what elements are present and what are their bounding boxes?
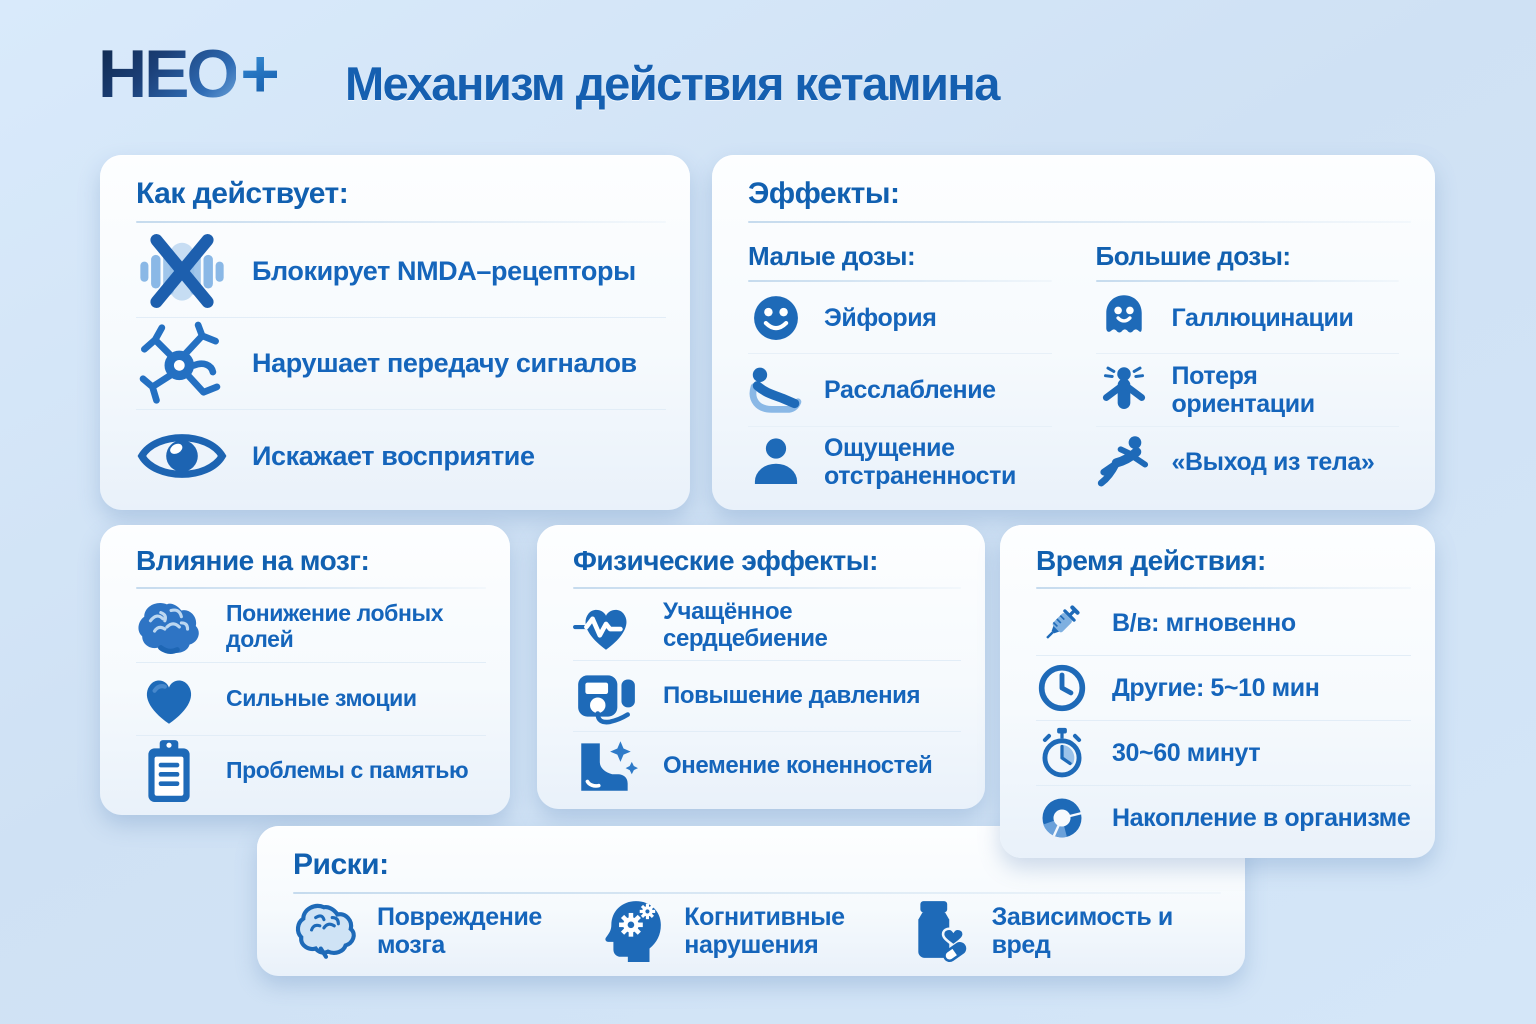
card-physical-rows xyxy=(537,589,985,809)
list-item xyxy=(1036,785,1411,850)
item-label: Блокирует NMDA–рецепторы xyxy=(252,255,636,286)
item-label: 30~60 минут xyxy=(1112,739,1261,767)
list-item xyxy=(748,353,1052,425)
card-physical-title: Физические эффекты: xyxy=(573,545,878,576)
list-item xyxy=(136,591,486,662)
card-risks-row xyxy=(257,894,1245,976)
card-brain-title: Влияние на мозг: xyxy=(136,545,370,576)
list-item xyxy=(293,898,600,964)
card-duration xyxy=(1000,525,1435,858)
card-brain-rows xyxy=(100,589,510,815)
item-label: Накопление в организме xyxy=(1112,804,1411,832)
card-time-title: Время действия: xyxy=(1036,545,1266,576)
damaged-brain-icon xyxy=(293,898,359,964)
item-label: В/в: мгновенно xyxy=(1112,609,1296,637)
item-label: Эйфория xyxy=(824,303,937,332)
item-label: «Выход из тела» xyxy=(1171,448,1375,477)
list-item xyxy=(573,731,961,801)
person-reclining-icon xyxy=(748,363,804,417)
neuron-icon xyxy=(136,321,228,407)
item-label: Проблемы с памятью xyxy=(226,757,469,784)
item-label: Учащённое сердцебиение xyxy=(663,597,828,652)
list-item xyxy=(748,426,1052,498)
effects-columns xyxy=(712,223,1435,510)
donut-chart-icon xyxy=(1036,790,1088,846)
item-label: Ощущение отстраненности xyxy=(824,434,1016,491)
card-physical-effects xyxy=(537,525,985,809)
large-doses-subtitle: Большие дозы: xyxy=(1095,241,1291,271)
list-item xyxy=(573,660,961,730)
small-doses-column xyxy=(748,227,1052,498)
list-item xyxy=(1096,426,1400,498)
large-doses-column xyxy=(1096,227,1400,498)
list-item xyxy=(136,317,666,410)
card-brain-impact xyxy=(100,525,510,815)
item-label: Галлюцинации xyxy=(1171,303,1354,332)
blood-pressure-monitor-icon xyxy=(573,663,639,729)
item-label: Повреждение мозга xyxy=(377,903,542,959)
logo-plus-icon: + xyxy=(240,36,278,112)
card-how-title: Как действует: xyxy=(136,177,349,210)
list-item xyxy=(136,225,666,317)
numb-foot-icon xyxy=(573,733,639,799)
item-label: Онемение коненностей xyxy=(663,751,933,779)
list-item xyxy=(136,662,486,734)
pill-bottle-icon xyxy=(908,898,974,964)
clock-icon xyxy=(1036,660,1088,716)
list-item xyxy=(600,898,907,964)
syringe-icon xyxy=(1036,595,1088,651)
blocked-receptor-icon xyxy=(136,228,228,314)
list-item xyxy=(1036,591,1411,655)
list-item xyxy=(573,591,961,660)
item-label: Зависимость и вред xyxy=(991,903,1173,959)
smiley-face-icon xyxy=(748,291,804,345)
card-how-rows xyxy=(100,223,690,510)
item-label: Сильные змоции xyxy=(226,685,417,712)
neo-plus-logo xyxy=(98,36,278,112)
card-effects-title: Эффекты: xyxy=(748,177,900,210)
ghost-icon xyxy=(1096,291,1152,345)
item-label: Потеря ориентации xyxy=(1171,361,1315,418)
list-item xyxy=(1096,353,1400,425)
brain-icon xyxy=(136,594,202,660)
list-item xyxy=(1036,655,1411,720)
list-item xyxy=(748,282,1052,353)
person-disoriented-icon xyxy=(1096,363,1152,417)
item-label: Расслабление xyxy=(824,375,996,404)
card-risks-title: Риски: xyxy=(293,848,389,881)
item-label: Повышение давления xyxy=(663,681,921,709)
list-item xyxy=(1096,282,1400,353)
head-gears-icon xyxy=(600,898,666,964)
card-time-rows xyxy=(1000,589,1435,858)
person-bust-icon xyxy=(748,435,804,489)
list-item xyxy=(1036,720,1411,785)
item-label: Когнитивные нарушения xyxy=(684,903,845,959)
person-floating-icon xyxy=(1096,435,1152,489)
item-label: Нарушает передачу сигналов xyxy=(252,348,637,379)
card-effects xyxy=(712,155,1435,510)
small-doses-subtitle: Малые дозы: xyxy=(748,241,916,271)
list-item xyxy=(136,409,666,502)
heart-pulse-icon xyxy=(573,593,639,659)
list-item xyxy=(136,735,486,807)
item-label: Понижение лобных долей xyxy=(226,599,444,652)
card-how-it-works xyxy=(100,155,690,510)
item-label: Другие: 5~10 мин xyxy=(1112,674,1320,702)
logo-text: НЕО xyxy=(98,36,237,112)
page-title: Механизм действия кетамина xyxy=(345,57,999,110)
stopwatch-icon xyxy=(1036,725,1088,781)
heart-icon xyxy=(136,666,202,732)
clipboard-icon xyxy=(136,738,202,804)
list-item xyxy=(908,898,1215,964)
item-label: Искажает восприятие xyxy=(252,441,535,472)
eye-icon xyxy=(136,413,228,499)
